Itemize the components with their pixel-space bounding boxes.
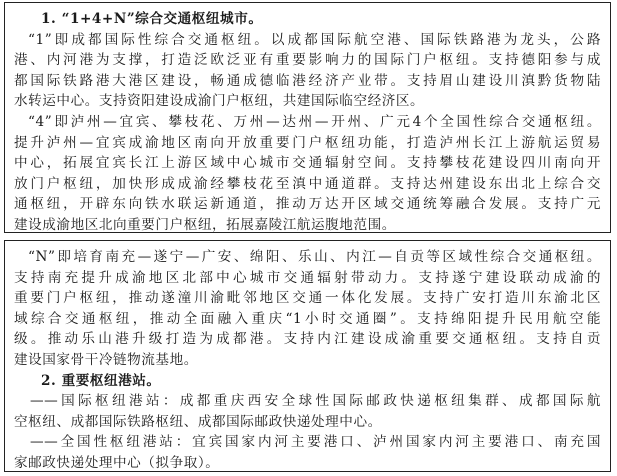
paragraph-line: “1”即成都国际性综合交通枢纽。以成都国际航空港、国际铁路港为龙头，公路 (28, 31, 601, 48)
paragraph-line: 提升泸州—宜宾成渝地区南向开放重要门户枢纽功能，打造泸州长江上游航运贸易 (14, 134, 601, 151)
paragraph-line: 家邮政快递处理中心（拟争取）。 (14, 454, 220, 471)
paragraph-line: 都国际铁路港大港区建设，畅通成德临港经济产业带。支持眉山建设川滇黔货物陆 (14, 72, 601, 89)
paragraph-line: ——全国性枢纽港站：宜宾国家内河主要港口、泸州国家内河主要港口、南充国 (30, 434, 601, 451)
paragraph-line: ——国际枢纽港站：成都重庆西安全球性国际邮政快递枢纽集群、成都国际航 (30, 393, 601, 410)
paragraph-line: 级。推动乐山港升级打造为成都港。支持内江建设成渝重要交通枢纽。支持自贡 (14, 331, 601, 348)
section-heading: 1. “1+4+N”综合交通枢纽城市。 (41, 11, 263, 27)
paragraph-line: 港、内河港为支撑，打造泛欧泛亚有重要影响力的国际门户枢纽。支持德阳参与成 (14, 52, 601, 69)
paragraph-line: 通枢纽，开辟东向铁水联运新通道，推动万达开区域交通统筹融合发展。支持广元 (14, 196, 601, 213)
paragraph-line: 放门户枢纽，加快形成成渝经攀枝花至滇中通道群。支持达州建设东出北上综合交 (14, 175, 601, 192)
paragraph-line: 空枢纽、成都国际铁路枢纽、成都国际邮政快递处理中心。 (14, 413, 382, 430)
paragraph-line: 域综合交通枢纽，推动全面融入重庆“1小时交通圈”。支持绵阳提升民用航空能 (14, 310, 601, 327)
section-heading: 2. 重要枢纽港站。 (41, 372, 161, 389)
paragraph-line: “N”即培育南充—遂宁—广安、绵阳、乐山、内江—自贡等区域性综合交通枢纽。 (28, 249, 601, 265)
paragraph-line: “4”即泸州—宜宾、攀枝花、万州—达州—开州、广元4个全国性综合交通枢纽。 (28, 113, 601, 130)
paragraph-line: 建设国家骨干冷链物流基地。 (14, 351, 198, 368)
section-box-hub-stations (4, 240, 611, 472)
paragraph-line: 建设成渝地区北向重要门户枢纽，拓展嘉陵江航运腹地范围。 (14, 216, 396, 233)
paragraph-line: 支持南充提升成渝地区北部中心城市交通辐射带动力。支持遂宁建设联动成渝的 (14, 269, 601, 286)
paragraph-line: 中心，拓展宜宾长江上游区域中心城市交通辐射空间。支持攀枝花建设四川南向开 (14, 155, 601, 172)
section-box-hub-cities (4, 2, 611, 233)
paragraph-line: 水转运中心。支持资阳建设成渝门户枢纽，共建国际临空经济区。 (14, 93, 425, 110)
paragraph-line: 重要门户枢纽，推动遂潼川渝毗邻地区交通一体化发展。支持广安打造川东渝北区 (14, 290, 601, 307)
